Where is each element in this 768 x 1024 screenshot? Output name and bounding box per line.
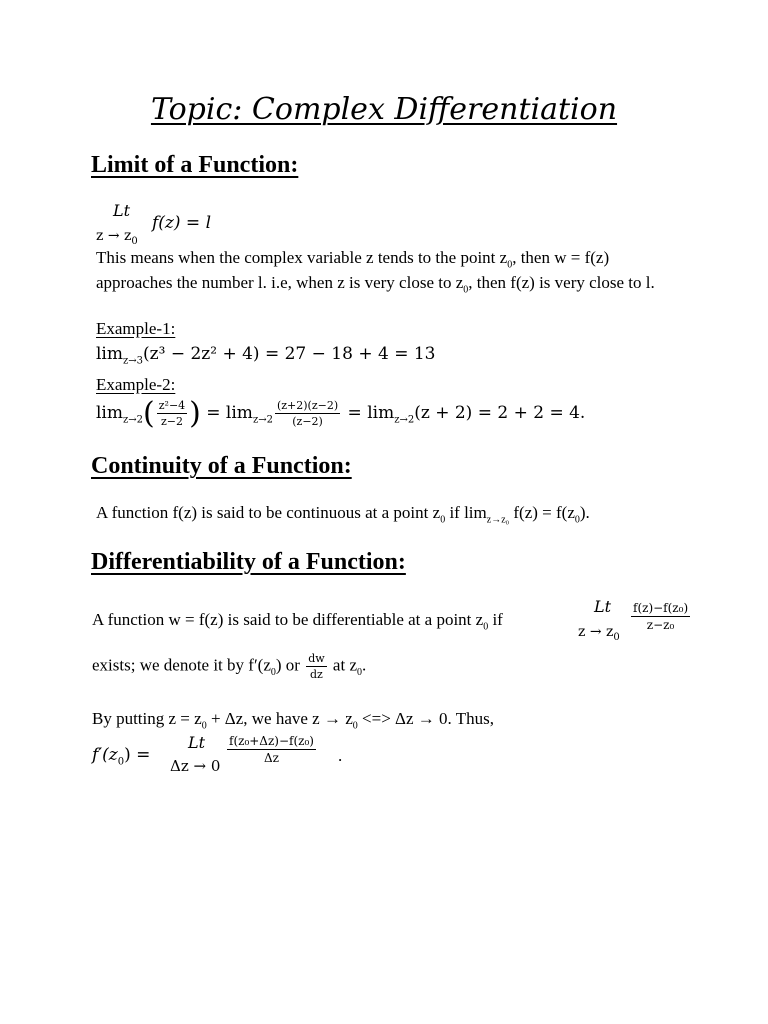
derivative-lt-label: Lt — [188, 733, 206, 752]
diff-lt-under: $z \to z_0$ — [578, 624, 620, 643]
derivative-end-period: . — [338, 746, 343, 765]
heading-differentiability: Differentiability of a Function: — [91, 549, 406, 575]
limit-explanation-line2: approaches the number l. i.e, when z is very close to $z_0$, then f(z) is very close to l. — [96, 273, 655, 296]
heading-limit: Limit of a Function: — [91, 152, 299, 178]
derivative-lhs: $f'(z_0)$ = — [92, 745, 151, 768]
diff-definition-line2: exists; we denote it by $f'(z_0)$ or $\frac{dw}{dz}$ at $z_0$. — [92, 652, 367, 681]
example2-label: Example-2: — [96, 375, 176, 394]
diff-lt-label: Lt — [594, 597, 612, 616]
continuity-definition: A function f(z) is said to be continuous at a point $z_0$ if $\lim_{z\to z_0} f(z) = f(z_0)$. — [96, 503, 590, 526]
diff-quotient: $\frac{\text{f(z)−f(z₀)}}{\text{z−z₀}}$ — [633, 601, 689, 632]
limit-lt-under: $z \to z_0$ — [96, 228, 138, 247]
example1-label: Example-1: — [96, 319, 176, 338]
limit-lt-label: Lt — [113, 201, 131, 220]
limit-definition: f(z) = l — [152, 213, 212, 233]
diff-substitution-line: By putting $z = z_0 + \Delta z$, we have $z \to z_0$ <=> Δz → 0. Thus, — [92, 709, 494, 732]
derivative-quotient: $\frac{\text{f(z₀+Δz)−f(z₀)}}{\Delta z}$ — [229, 734, 314, 765]
derivative-lt-under: Δz → 0 — [170, 757, 221, 775]
heading-continuity: Continuity of a Function: — [91, 453, 352, 479]
diff-definition-line1: A function w = f(z) is said to be differentiable at a point $z_0$ if — [92, 610, 503, 633]
example1-equation: $\lim_{z\to 3}(z^3 - 2z^2 + 4) = 27 - 18 + 4 = 13$ — [96, 344, 436, 367]
example2-equation: $\lim_{z\to 2}$( $\frac{\text{z²−4}}{z-2}$ ) = $\lim_{z\to 2}$ $\frac{(z+2)(z-2)}{(z-2)}$ = $\lim_{z\to 2}(z + 2) = 2 + 2 = 4$. — [96, 396, 586, 431]
page-title: Topic: Complex Differentiation — [150, 92, 618, 127]
limit-explanation-line1: This means when the complex variable z tends to the point $z_0$, then w = f(z) — [96, 248, 610, 271]
